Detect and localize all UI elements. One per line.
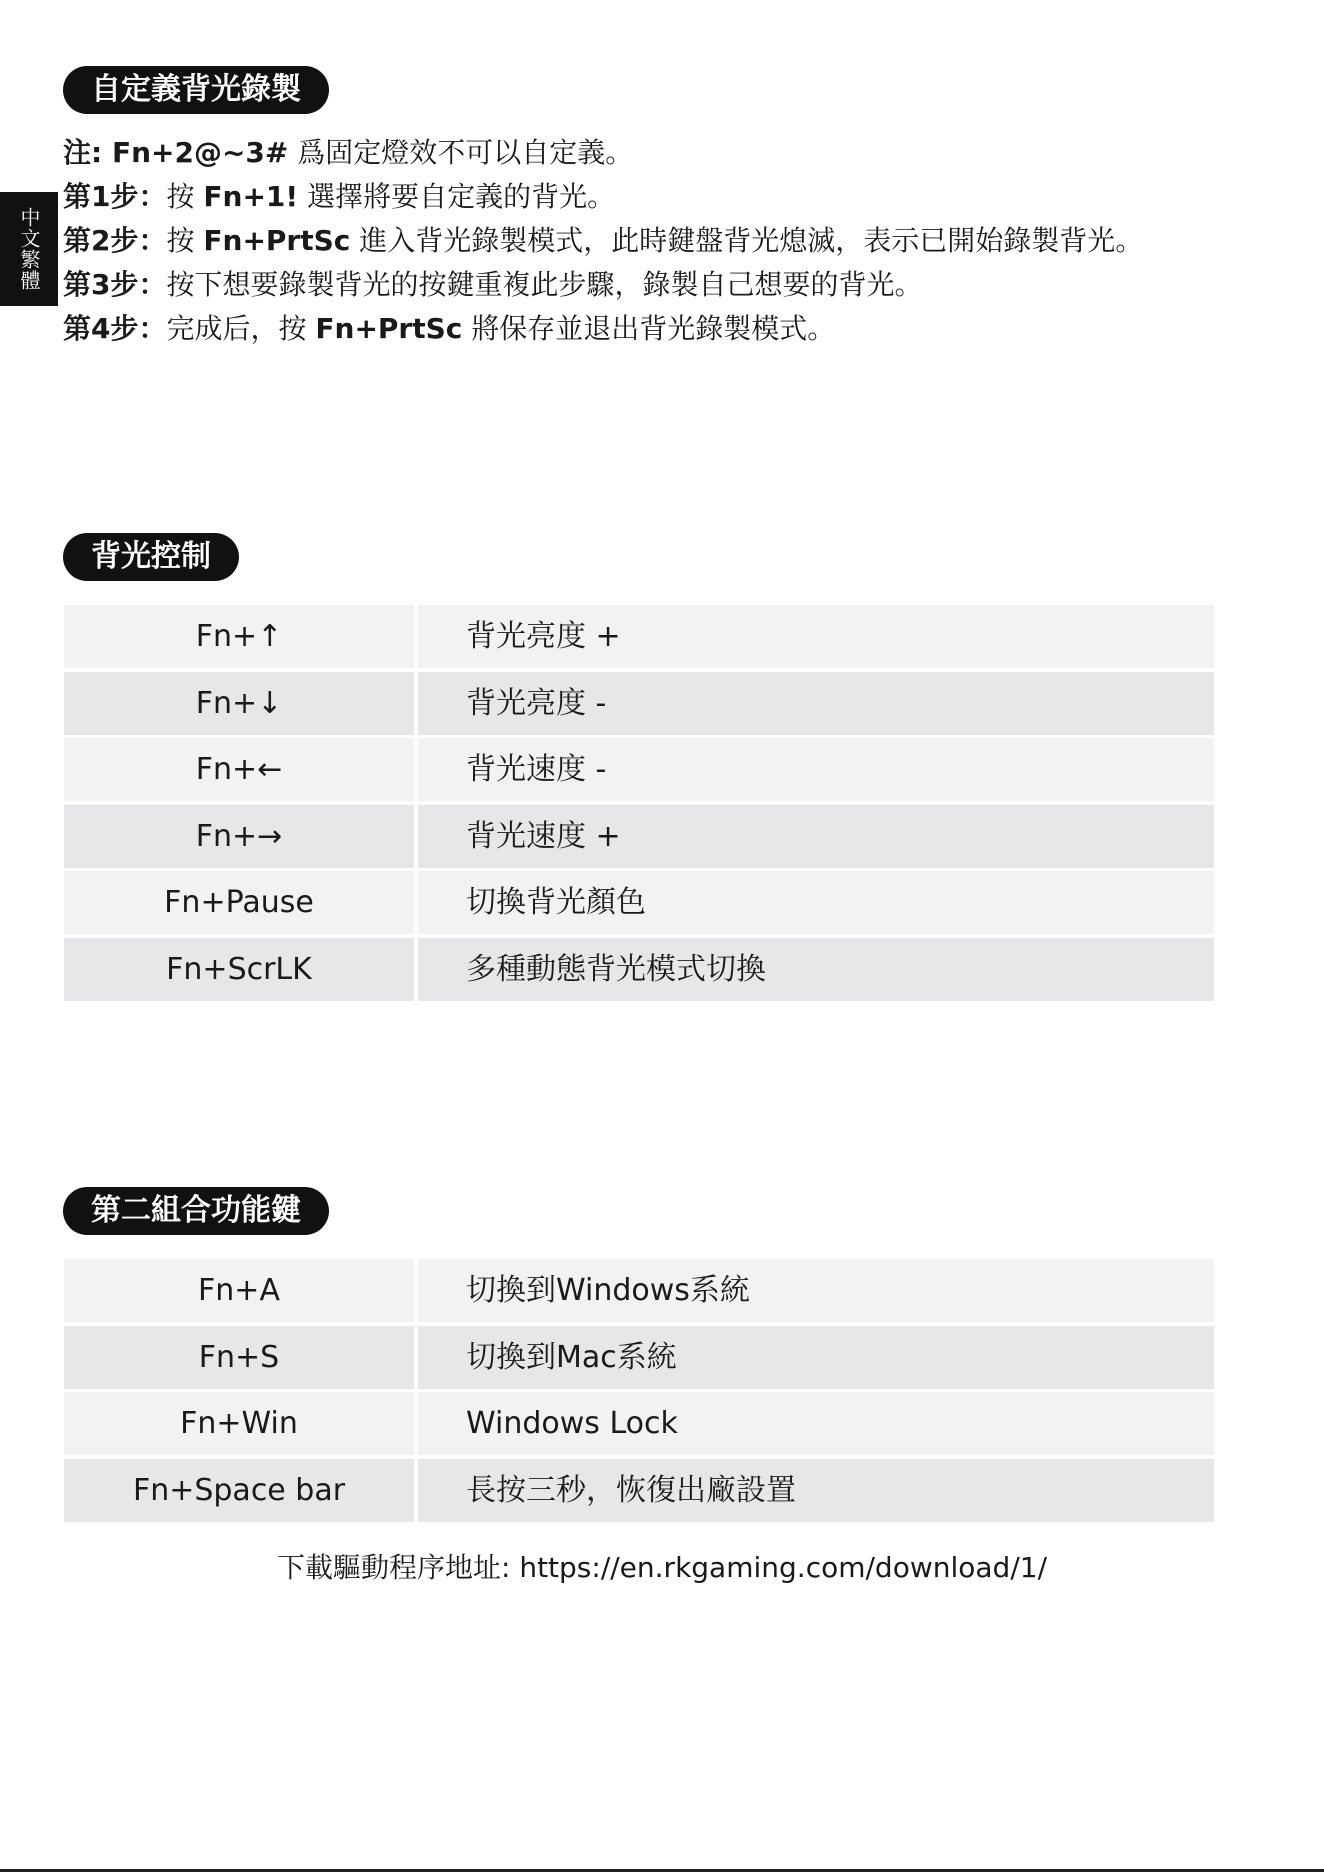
note-text: 爲固定燈效不可以自定義。 — [288, 136, 634, 169]
combo-table — [64, 1259, 1214, 1525]
table-row — [64, 738, 1214, 801]
note-line — [63, 131, 1263, 175]
record-instructions — [63, 131, 1263, 351]
table-row — [64, 672, 1214, 735]
step-key: Fn+1! — [203, 180, 299, 213]
step-prefix: 第4步： — [63, 312, 167, 345]
step-3-line — [63, 263, 1263, 307]
key-cell: Fn+↓ — [64, 672, 414, 735]
section-title-backlight: 背光控制 — [63, 533, 239, 581]
key-cell: Fn+Win — [64, 1392, 414, 1455]
key-cell: Fn+← — [64, 738, 414, 801]
key-cell: Fn+S — [64, 1326, 414, 1389]
desc-cell: 背光速度 - — [418, 738, 1214, 801]
key-cell: Fn+Space bar — [64, 1459, 414, 1522]
step-text: 按 — [166, 224, 204, 257]
step-text: 將保存並退出背光錄製模式。 — [462, 312, 836, 345]
key-cell: Fn+A — [64, 1259, 414, 1322]
step-key: Fn+PrtSc — [315, 312, 463, 345]
backlight-table — [64, 605, 1214, 1004]
desc-cell: 背光亮度 + — [418, 605, 1214, 668]
desc-cell: 背光速度 + — [418, 805, 1214, 868]
language-tab: 中文繁體 — [0, 192, 58, 306]
table-row — [64, 805, 1214, 868]
desc-cell: 切換背光顏色 — [418, 871, 1214, 934]
note-key: Fn+2@~3# — [111, 136, 289, 169]
driver-download-link[interactable]: 下載驅動程序地址: https://en.rkgaming.com/download/1/ — [276, 1551, 1047, 1584]
desc-cell: 背光亮度 - — [418, 672, 1214, 735]
section-title-combo: 第二組合功能鍵 — [63, 1187, 329, 1235]
table-row — [64, 1392, 1214, 1455]
table-row — [64, 1259, 1214, 1322]
note-prefix: 注: — [63, 136, 112, 169]
desc-cell: Windows Lock — [418, 1392, 1214, 1455]
step-4-line — [63, 307, 1263, 351]
table-row — [64, 605, 1214, 668]
step-text: 進入背光錄製模式，此時鍵盤背光熄滅，表示已開始錄製背光。 — [350, 224, 1144, 257]
key-cell: Fn+↑ — [64, 605, 414, 668]
table-row — [64, 871, 1214, 934]
step-prefix: 第1步： — [63, 180, 167, 213]
desc-cell: 長按三秒，恢復出廠設置 — [418, 1459, 1214, 1522]
desc-cell: 多種動態背光模式切換 — [418, 938, 1214, 1001]
step-text: 選擇將要自定義的背光。 — [298, 180, 616, 213]
key-cell: Fn+ScrLK — [64, 938, 414, 1001]
desc-cell: 切換到Windows系統 — [418, 1259, 1214, 1322]
step-text: 完成后，按 — [166, 312, 316, 345]
table-row — [64, 938, 1214, 1001]
step-2-line — [63, 219, 1263, 263]
step-text: 按 — [166, 180, 204, 213]
key-cell: Fn+→ — [64, 805, 414, 868]
step-1-line — [63, 175, 1263, 219]
step-prefix: 第2步： — [63, 224, 167, 257]
desc-cell: 切換到Mac系統 — [418, 1326, 1214, 1389]
table-row — [64, 1326, 1214, 1389]
section-title-record: 自定義背光錄製 — [63, 66, 329, 114]
table-row — [64, 1459, 1214, 1522]
key-cell: Fn+Pause — [64, 871, 414, 934]
step-prefix: 第3步： — [63, 268, 167, 301]
step-key: Fn+PrtSc — [203, 224, 351, 257]
step-text: 按下想要錄製背光的按鍵重複此步驟，錄製自己想要的背光。 — [166, 268, 923, 301]
